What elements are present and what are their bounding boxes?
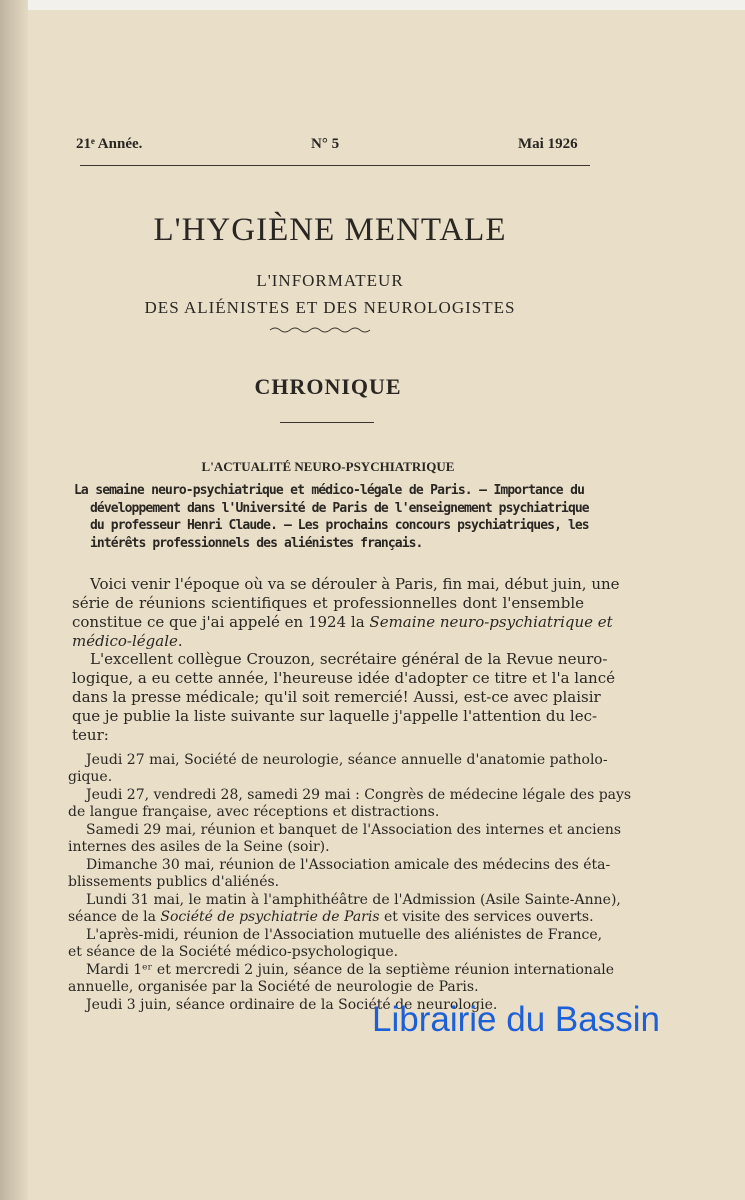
text-line: de langue française, avec réceptions et distractions.	[68, 803, 440, 820]
text-line: séance de la	[68, 908, 161, 925]
article-summary	[74, 482, 589, 552]
ornament-divider	[270, 326, 370, 334]
summary-line: développement dans l'Université de Paris de l'enseignement psychiatrique	[90, 500, 589, 516]
text-line: logique, a eu cette année, l'heureuse idée d'adopter ce titre et l'a lancé	[72, 669, 615, 687]
text-line: Jeudi 27, vendredi 28, samedi 29 mai : Congrès de médecine légale des pays	[86, 787, 632, 803]
text-line: Dimanche 30 mai, réunion de l'Association amicale des médecins des éta-	[86, 857, 611, 873]
text-line: Jeudi 3 juin, séance ordinaire de la Société de neurologie.	[86, 997, 498, 1013]
text-line: gique.	[68, 768, 113, 785]
text-line: internes des asiles de la Seine (soir).	[68, 838, 330, 855]
binding-edge	[0, 0, 28, 1200]
section-heading: CHRONIQUE	[254, 374, 402, 399]
text-line: Voici venir l'époque où va se dérouler à Paris, fin mai, début juin, une	[90, 575, 620, 593]
list-item	[68, 752, 608, 785]
article-title: L'ACTUALITÉ NEURO-PSYCHIATRIQUE	[201, 459, 455, 474]
section-rule	[280, 422, 374, 423]
italic-title: Semaine neuro-psychiatrique et	[369, 613, 613, 631]
text-line: annuelle, organisée par la Société de neurologie de Paris.	[68, 978, 479, 995]
watermark: Librairie du Bassin	[372, 1000, 660, 1039]
text-line: Lundi 31 mai, le matin à l'amphithéâtre de l'Admission (Asile Sainte-Anne),	[86, 892, 621, 908]
event-list	[68, 752, 632, 1016]
text-line: Mardi 1ᵉʳ et mercredi 2 juin, séance de la septième réunion internationale	[86, 962, 615, 978]
text-line: et séance de la Société médico-psychologique.	[68, 943, 399, 960]
summary-line: La semaine neuro-psychiatrique et médico-légale de Paris. — Importance du	[74, 483, 584, 498]
year-label: 21ᵉ Année.	[76, 136, 143, 152]
list-item	[68, 822, 622, 855]
list-item	[68, 927, 603, 960]
text-line: .	[177, 632, 183, 650]
list-item	[68, 892, 621, 925]
issue-number: N° 5	[311, 136, 340, 152]
text-line: série de réunions scientifiques et professionnelles dont l'ensemble	[72, 594, 584, 612]
text-line: Samedi 29 mai, réunion et banquet de l'Association des internes et anciens	[86, 822, 622, 838]
text-line: L'après-midi, réunion de l'Association mutuelle des aliénistes de France,	[86, 927, 603, 943]
summary-line: intérêts professionnels des aliénistes français.	[90, 535, 423, 551]
text-line: Jeudi 27 mai, Société de neurologie, séance annuelle d'anatomie patholo-	[86, 752, 608, 768]
text-line: L'excellent collègue Crouzon, secrétaire général de la Revue neuro-	[90, 650, 608, 668]
journal-subtitle-2: DES ALIÉNISTES ET DES NEUROLOGISTES	[144, 298, 516, 317]
italic-title: médico-légale	[72, 632, 178, 650]
text-line: teur:	[72, 726, 109, 744]
text-line: dans la presse médicale; qu'il soit remercié! Aussi, est-ce avec plaisir	[72, 688, 601, 706]
italic-title: Société de psychiatrie de Paris	[160, 908, 380, 925]
text-line: que je publie la liste suivante sur laquelle j'appelle l'attention du lec-	[72, 707, 598, 725]
text-line: constitue ce que j'ai appelé en 1924 la	[72, 613, 370, 631]
header-rule	[80, 165, 590, 166]
journal-title: L'HYGIÈNE MENTALE	[153, 212, 507, 248]
journal-subtitle-1: L'INFORMATEUR	[256, 271, 404, 290]
paragraph-2	[72, 650, 615, 745]
summary-line: du professeur Henri Claude. — Les prochains concours psychiatriques, les	[90, 518, 589, 533]
issue-date: Mai 1926	[518, 136, 578, 152]
list-item	[68, 962, 615, 995]
text-line: et visite des services ouverts.	[379, 908, 594, 925]
text-line: blissements publics d'aliénés.	[68, 873, 280, 890]
list-item	[68, 857, 611, 890]
paragraph-1	[72, 575, 620, 651]
list-item	[68, 787, 632, 820]
